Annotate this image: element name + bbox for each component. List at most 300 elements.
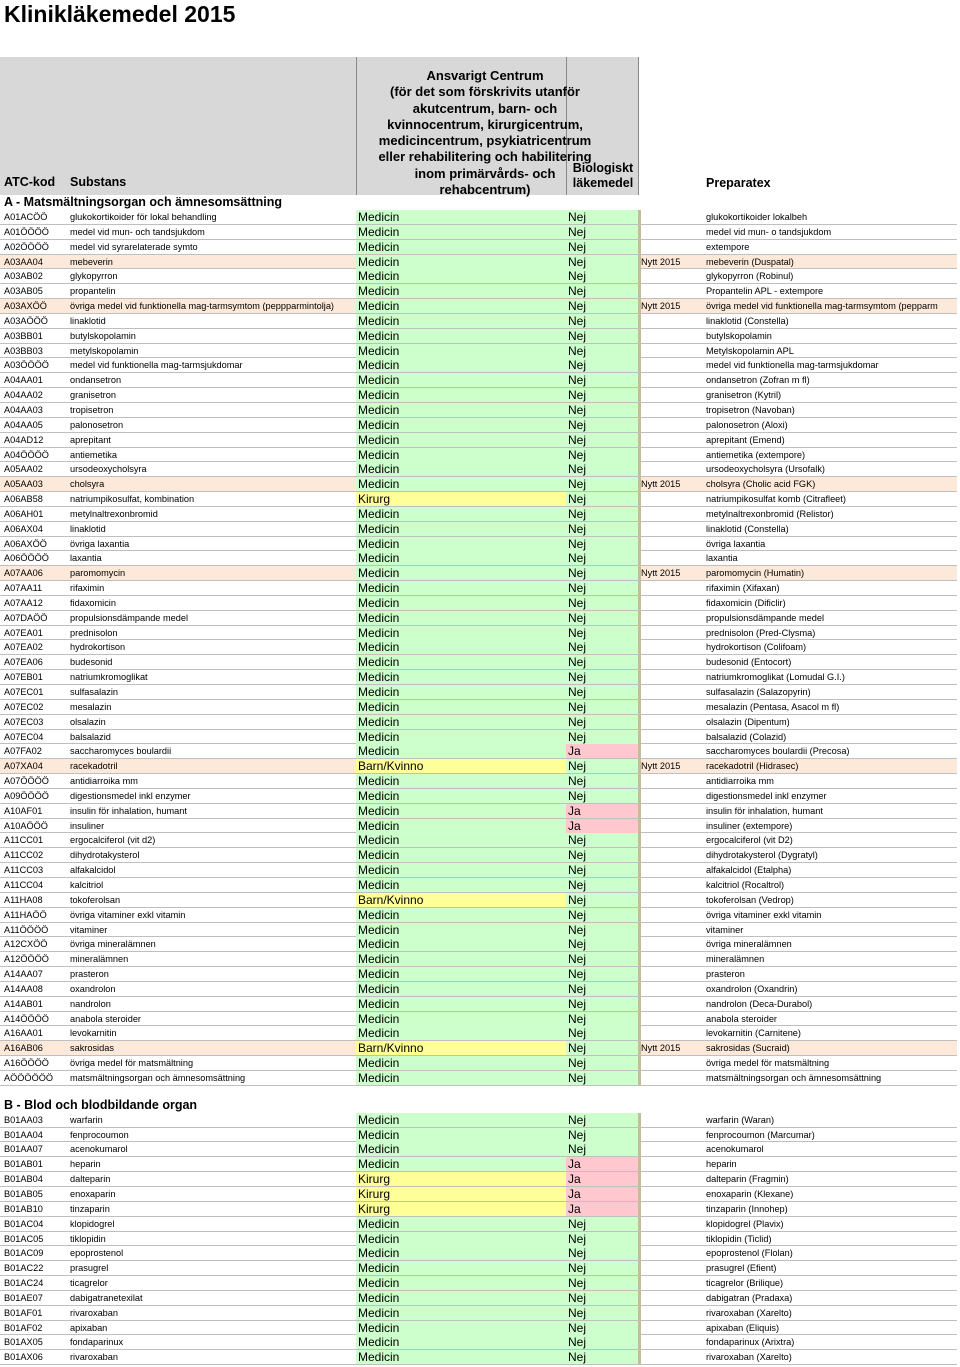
- biological-cell: Nej: [566, 893, 638, 907]
- biological-cell: Nej: [566, 269, 638, 283]
- atc-code-cell: B01AF01: [4, 1307, 43, 1318]
- table-row: [0, 952, 957, 967]
- preparation-cell: medel vid funktionella mag-tarmsjukdomar: [706, 360, 879, 371]
- substance-cell: sakrosidas: [70, 1043, 114, 1054]
- center-cell: Medicin: [356, 819, 566, 833]
- header-bio-line: läkemedel: [572, 176, 634, 190]
- atc-code-cell: B01AC04: [4, 1218, 44, 1229]
- atc-code-cell: B01AB01: [4, 1159, 43, 1170]
- biological-cell: Nej: [566, 596, 638, 610]
- preparation-cell: heparin: [706, 1159, 737, 1170]
- center-cell: Medicin: [356, 1306, 566, 1320]
- biological-cell: Nej: [566, 1306, 638, 1320]
- table-row: [0, 344, 957, 359]
- atc-code-cell: A07EC04: [4, 731, 44, 742]
- center-cell: Medicin: [356, 240, 566, 254]
- substance-cell: klopidogrel: [70, 1218, 115, 1229]
- atc-code-cell: B01AC09: [4, 1248, 44, 1259]
- substance-cell: saccharomyces boulardii: [70, 746, 172, 757]
- atc-code-cell: A14AA08: [4, 983, 43, 994]
- substance-cell: mebeverin: [70, 256, 113, 267]
- preparation-cell: antiemetika (extempore): [706, 449, 806, 460]
- substance-cell: antiemetika: [70, 449, 117, 460]
- table-row: [0, 997, 957, 1012]
- center-cell: Medicin: [356, 744, 566, 758]
- section-spacer: [0, 1086, 957, 1098]
- biological-cell: Nej: [566, 730, 638, 744]
- biological-cell: Nej: [566, 611, 638, 625]
- center-cell: Medicin: [356, 804, 566, 818]
- center-cell: Medicin: [356, 388, 566, 402]
- new-2015-cell: [641, 1217, 705, 1231]
- new-2015-cell: [641, 581, 705, 595]
- substance-cell: alfakalcidol: [70, 865, 116, 876]
- new-2015-cell: [641, 403, 705, 417]
- table-row: [0, 1128, 957, 1143]
- atc-code-cell: A07EC03: [4, 716, 44, 727]
- new-2015-cell: [641, 982, 705, 996]
- center-cell: Medicin: [356, 358, 566, 372]
- preparation-cell: övriga mineralämnen: [706, 939, 792, 950]
- new-2015-cell: [641, 1350, 705, 1364]
- new-2015-cell: [641, 1306, 705, 1320]
- atc-code-cell: B01AA07: [4, 1144, 43, 1155]
- center-cell: Medicin: [356, 1012, 566, 1026]
- preparation-cell: ticagrelor (Brilique): [706, 1278, 784, 1289]
- atc-code-cell: A03AA04: [4, 256, 43, 267]
- biological-cell: Nej: [566, 1012, 638, 1026]
- center-cell: Medicin: [356, 210, 566, 224]
- center-cell: Medicin: [356, 1056, 566, 1070]
- substance-cell: metylskopolamin: [70, 345, 139, 356]
- table-row: [0, 744, 957, 759]
- center-cell: Medicin: [356, 522, 566, 536]
- biological-cell: Nej: [566, 655, 638, 669]
- preparation-cell: fondaparinux (Arixtra): [706, 1337, 795, 1348]
- table-row: [0, 269, 957, 284]
- substance-cell: ergocalciferol (vit d2): [70, 835, 156, 846]
- new-2015-cell: [641, 1261, 705, 1275]
- center-cell: Medicin: [356, 329, 566, 343]
- preparation-cell: övriga medel för matsmältning: [706, 1058, 830, 1069]
- center-cell: Medicin: [356, 507, 566, 521]
- preparation-cell: tinzaparin (Innohep): [706, 1203, 788, 1214]
- substance-cell: anabola steroider: [70, 1013, 141, 1024]
- biological-cell: Nej: [566, 581, 638, 595]
- center-cell: Medicin: [356, 997, 566, 1011]
- substance-cell: levokarnitin: [70, 1028, 117, 1039]
- preparation-cell: fenprocoumon (Marcumar): [706, 1129, 815, 1140]
- preparation-cell: dihydrotakysterol (Dygratyl): [706, 850, 818, 861]
- substance-cell: linaklotid: [70, 315, 106, 326]
- substance-cell: acenokumarol: [70, 1144, 128, 1155]
- center-cell: Barn/Kvinno: [356, 1041, 566, 1055]
- biological-cell: Nej: [566, 700, 638, 714]
- preparation-cell: prasteron: [706, 969, 745, 980]
- center-cell: Medicin: [356, 937, 566, 951]
- biological-cell: Nej: [566, 640, 638, 654]
- biological-cell: Nej: [566, 863, 638, 877]
- table-row: [0, 833, 957, 848]
- header-center-line: medicincentrum, psykiatricentrum: [378, 133, 592, 149]
- table-row: [0, 1276, 957, 1291]
- new-2015-cell: [641, 863, 705, 877]
- header-center-line: rehabcentrum): [439, 182, 531, 198]
- table-row: [0, 923, 957, 938]
- atc-code-cell: A06AXÖÖ: [4, 538, 47, 549]
- substance-cell: tropisetron: [70, 404, 114, 415]
- table-row: [0, 507, 957, 522]
- center-cell: Medicin: [356, 715, 566, 729]
- new-2015-cell: [641, 670, 705, 684]
- new-2015-cell: [641, 344, 705, 358]
- table-row: [0, 1261, 957, 1276]
- biological-cell: Nej: [566, 566, 638, 580]
- new-2015-cell: [641, 967, 705, 981]
- preparation-cell: vitaminer: [706, 924, 744, 935]
- new-2015-cell: [641, 715, 705, 729]
- table-row: [0, 492, 957, 507]
- substance-cell: ursodeoxycholsyra: [70, 464, 147, 475]
- biological-cell: Nej: [566, 358, 638, 372]
- new-2015-cell: [641, 626, 705, 640]
- atc-code-cell: A03AXÖÖ: [4, 301, 47, 312]
- atc-code-cell: A12ÖÖÖÖ: [4, 954, 49, 965]
- preparation-cell: paromomycin (Humatin): [706, 568, 805, 579]
- center-cell: Medicin: [356, 908, 566, 922]
- new-2015-cell: [641, 284, 705, 298]
- center-cell: Medicin: [356, 314, 566, 328]
- atc-code-cell: A03ÖÖÖÖ: [4, 360, 49, 371]
- biological-cell: Nej: [566, 1026, 638, 1040]
- atc-code-cell: A09ÖÖÖÖ: [4, 790, 49, 801]
- biological-cell: Nej: [566, 448, 638, 462]
- table-row: [0, 403, 957, 418]
- biological-cell: Nej: [566, 715, 638, 729]
- biological-cell: Nej: [566, 833, 638, 847]
- center-cell: Medicin: [356, 477, 566, 491]
- preparation-cell: tiklopidin (Ticlid): [706, 1233, 772, 1244]
- preparation-cell: linaklotid (Constella): [706, 315, 789, 326]
- atc-code-cell: A16AB06: [4, 1043, 43, 1054]
- new-2015-cell: Nytt 2015: [641, 301, 681, 312]
- atc-code-cell: B01AX05: [4, 1337, 43, 1348]
- substance-cell: budesonid: [70, 657, 113, 668]
- substance-cell: antidiarroika mm: [70, 776, 138, 787]
- preparation-cell: mesalazin (Pentasa, Asacol m fl): [706, 701, 840, 712]
- center-cell: Medicin: [356, 1276, 566, 1290]
- preparation-cell: levokarnitin (Carnitene): [706, 1028, 801, 1039]
- header-atc: ATC-kod: [4, 175, 56, 189]
- table-row: [0, 373, 957, 388]
- preparation-cell: propulsionsdämpande medel: [706, 612, 824, 623]
- preparation-cell: glukokortikoider lokalbeh: [706, 212, 808, 222]
- table-row: [0, 640, 957, 655]
- substance-cell: warfarin: [70, 1114, 103, 1125]
- new-2015-cell: [641, 1157, 705, 1171]
- preparation-cell: insuliner (extempore): [706, 820, 793, 831]
- new-2015-cell: [641, 1012, 705, 1026]
- center-cell: Medicin: [356, 878, 566, 892]
- table-row: [0, 358, 957, 373]
- biological-cell: Nej: [566, 388, 638, 402]
- preparation-cell: mineralämnen: [706, 954, 765, 965]
- section-heading: B - Blod och blodbildande organ: [4, 1097, 198, 1112]
- biological-cell: Nej: [566, 373, 638, 387]
- atc-code-cell: B01AB04: [4, 1174, 43, 1185]
- new-2015-cell: [641, 878, 705, 892]
- table-row: [0, 299, 957, 314]
- table-row: [0, 433, 957, 448]
- preparation-cell: övriga vitaminer exkl vitamin: [706, 909, 822, 920]
- table-row: [0, 937, 957, 952]
- atc-code-cell: A06AH01: [4, 508, 44, 519]
- preparation-cell: rivaroxaban (Xarelto): [706, 1352, 792, 1363]
- substance-cell: epoprostenol: [70, 1248, 124, 1259]
- atc-code-cell: A07EB01: [4, 672, 43, 683]
- table-row: [0, 759, 957, 774]
- biological-cell: Nej: [566, 492, 638, 506]
- biological-cell: Nej: [566, 240, 638, 254]
- atc-code-cell: A03BB03: [4, 345, 43, 356]
- center-cell: Medicin: [356, 1350, 566, 1364]
- substance-cell: fondaparinux: [70, 1337, 124, 1348]
- table-row: [0, 1246, 957, 1261]
- table-row: [0, 329, 957, 344]
- new-2015-cell: [641, 329, 705, 343]
- table-row: [0, 210, 957, 225]
- preparation-cell: laxantia: [706, 553, 738, 564]
- new-2015-cell: Nytt 2015: [641, 761, 681, 772]
- new-2015-cell: [641, 1335, 705, 1349]
- page-title: Klinikläkemedel 2015: [4, 1, 236, 27]
- atc-code-cell: B01AB05: [4, 1189, 43, 1199]
- biological-cell: Nej: [566, 1041, 638, 1055]
- center-cell: Barn/Kvinno: [356, 759, 566, 773]
- center-cell: Medicin: [356, 670, 566, 684]
- table-row: [0, 1217, 957, 1232]
- atc-code-cell: A07AA12: [4, 597, 43, 608]
- table-row: [0, 314, 957, 329]
- preparation-cell: medel vid mun- o tandsjukdom: [706, 226, 832, 237]
- center-cell: Medicin: [356, 923, 566, 937]
- center-cell: Medicin: [356, 1157, 566, 1171]
- preparation-cell: aprepitant (Emend): [706, 434, 785, 445]
- atc-code-cell: A06AB58: [4, 494, 43, 505]
- substance-cell: dihydrotakysterol: [70, 850, 140, 861]
- atc-code-cell: B01AC24: [4, 1278, 44, 1289]
- new-2015-cell: [641, 1187, 705, 1201]
- biological-cell: Nej: [566, 1246, 638, 1260]
- preparation-cell: Metylskopolamin APL: [706, 345, 794, 356]
- center-cell: Medicin: [356, 299, 566, 313]
- atc-code-cell: A07EA06: [4, 657, 43, 668]
- atc-code-cell: A16ÖÖÖÖ: [4, 1058, 49, 1069]
- biological-cell: Nej: [566, 522, 638, 536]
- atc-code-cell: A11CC03: [4, 865, 44, 876]
- table-row: [0, 967, 957, 982]
- center-cell: Medicin: [356, 1246, 566, 1260]
- table-row: [0, 863, 957, 878]
- atc-code-cell: A06AX04: [4, 523, 43, 534]
- atc-code-cell: A16AA01: [4, 1028, 43, 1039]
- preparation-cell: matsmältningsorgan och ämnesomsättning: [706, 1072, 882, 1083]
- atc-code-cell: A11CC04: [4, 879, 44, 890]
- substance-cell: heparin: [70, 1159, 101, 1170]
- preparation-cell: ursodeoxycholsyra (Ursofalk): [706, 464, 825, 475]
- table-row: [0, 848, 957, 863]
- center-cell: Kirurg: [356, 1172, 566, 1186]
- header-bio-line: Biologiskt: [572, 161, 634, 175]
- new-2015-cell: [641, 1142, 705, 1156]
- biological-cell: Nej: [566, 1071, 638, 1085]
- preparation-cell: kalcitriol (Rocaltrol): [706, 879, 785, 890]
- substance-cell: rivaroxaban: [70, 1352, 119, 1363]
- substance-cell: paromomycin: [70, 568, 126, 579]
- preparation-cell: hydrokortison (Colifoam): [706, 642, 807, 653]
- atc-code-cell: A14AA07: [4, 969, 43, 980]
- center-cell: Medicin: [356, 700, 566, 714]
- substance-cell: kalcitriol: [70, 879, 104, 890]
- biological-cell: Nej: [566, 1232, 638, 1246]
- center-cell: Medicin: [356, 344, 566, 358]
- atc-code-cell: A11CC01: [4, 835, 44, 846]
- substance-cell: oxandrolon: [70, 983, 116, 994]
- table-row: [0, 700, 957, 715]
- table-row: [0, 1321, 957, 1336]
- table-row: [0, 789, 957, 804]
- substance-cell: natriumpikosulfat, kombination: [70, 494, 195, 505]
- atc-code-cell: A10AÖÖÖ: [4, 820, 48, 831]
- new-2015-cell: [641, 537, 705, 551]
- atc-code-cell: A07EA01: [4, 627, 43, 638]
- preparation-cell: ondansetron (Zofran m fl): [706, 375, 810, 386]
- biological-cell: Nej: [566, 908, 638, 922]
- substance-cell: tiklopidin: [70, 1233, 106, 1244]
- center-cell: Medicin: [356, 1321, 566, 1335]
- biological-cell: Nej: [566, 299, 638, 313]
- substance-cell: metylnaltrexonbromid: [70, 508, 158, 519]
- preparation-cell: tokoferolsan (Vedrop): [706, 894, 794, 905]
- preparation-cell: Propantelin APL - extempore: [706, 286, 824, 297]
- center-cell: Medicin: [356, 848, 566, 862]
- preparation-cell: anabola steroider: [706, 1013, 777, 1024]
- atc-code-cell: A03AB02: [4, 271, 43, 282]
- table-row: [0, 566, 957, 581]
- atc-code-cell: A07EA02: [4, 642, 43, 653]
- substance-cell: medel vid syrarelaterade symto: [70, 241, 198, 252]
- center-cell: Medicin: [356, 433, 566, 447]
- atc-code-cell: A11HAÖÖ: [4, 909, 47, 920]
- table-row: [0, 804, 957, 819]
- new-2015-cell: [641, 269, 705, 283]
- new-2015-cell: [641, 937, 705, 951]
- atc-code-cell: A07EC01: [4, 687, 44, 697]
- biological-cell: Nej: [566, 507, 638, 521]
- table-row: [0, 1202, 957, 1217]
- preparation-cell: prednisolon (Pred-Clysma): [706, 627, 816, 638]
- new-2015-cell: [641, 848, 705, 862]
- substance-cell: glykopyrron: [70, 271, 118, 282]
- biological-cell: Nej: [566, 774, 638, 788]
- substance-cell: laxantia: [70, 553, 102, 564]
- substance-cell: prasugrel: [70, 1263, 109, 1274]
- table-row: [0, 596, 957, 611]
- table-row: [0, 240, 957, 255]
- center-cell: Barn/Kvinno: [356, 893, 566, 907]
- atc-code-cell: A02ÖÖÖÖ: [4, 241, 49, 252]
- substance-cell: övriga medel vid funktionella mag-tarmsymtom (peppparmintolja): [70, 301, 334, 312]
- preparation-cell: acenokumarol: [706, 1144, 764, 1155]
- atc-code-cell: A04AA01: [4, 375, 43, 386]
- new-2015-cell: [641, 1071, 705, 1085]
- atc-code-cell: A05AA03: [4, 479, 43, 490]
- preparation-cell: enoxaparin (Klexane): [706, 1189, 794, 1199]
- new-2015-cell: [641, 551, 705, 565]
- new-2015-cell: [641, 388, 705, 402]
- center-cell: Medicin: [356, 952, 566, 966]
- preparation-cell: palonosetron (Aloxi): [706, 419, 788, 430]
- preparation-cell: epoprostenol (Flolan): [706, 1248, 793, 1259]
- substance-cell: ondansetron: [70, 375, 122, 386]
- new-2015-cell: [641, 596, 705, 610]
- biological-cell: Ja: [566, 1157, 638, 1171]
- preparation-cell: fidaxomicin (Dificlir): [706, 597, 786, 608]
- new-2015-cell: [641, 700, 705, 714]
- preparation-cell: dabigatran (Pradaxa): [706, 1292, 793, 1303]
- new-2015-cell: [641, 1276, 705, 1290]
- substance-cell: prasteron: [70, 969, 109, 980]
- table-row: [0, 1172, 957, 1187]
- table-row: [0, 626, 957, 641]
- new-2015-cell: [641, 730, 705, 744]
- table-row: [0, 1113, 957, 1128]
- preparation-cell: metylnaltrexonbromid (Relistor): [706, 508, 834, 519]
- center-cell: Medicin: [356, 462, 566, 476]
- atc-code-cell: A07FA02: [4, 746, 42, 757]
- substance-cell: natriumkromoglikat: [70, 672, 148, 683]
- substance-cell: övriga laxantia: [70, 538, 130, 549]
- new-2015-cell: Nytt 2015: [641, 479, 681, 490]
- new-2015-cell: [641, 952, 705, 966]
- atc-code-cell: A10AF01: [4, 805, 43, 816]
- center-cell: Medicin: [356, 255, 566, 269]
- center-cell: Medicin: [356, 982, 566, 996]
- table-row: [0, 1232, 957, 1247]
- header-center-line: inom primärvårds- och: [414, 165, 556, 181]
- biological-cell: Nej: [566, 1291, 638, 1305]
- new-2015-cell: [641, 1202, 705, 1216]
- center-cell: Medicin: [356, 685, 566, 699]
- biological-cell: Nej: [566, 967, 638, 981]
- atc-code-cell: B01AA03: [4, 1114, 43, 1125]
- substance-cell: palonosetron: [70, 419, 124, 430]
- center-cell: Medicin: [356, 774, 566, 788]
- center-cell: Medicin: [356, 1142, 566, 1156]
- substance-cell: aprepitant: [70, 434, 111, 445]
- preparation-cell: balsalazid (Colazid): [706, 731, 787, 742]
- atc-code-cell: B01AB10: [4, 1203, 43, 1214]
- table-row: [0, 774, 957, 789]
- biological-cell: Ja: [566, 819, 638, 833]
- atc-code-cell: A04AA03: [4, 404, 43, 415]
- preparation-cell: olsalazin (Dipentum): [706, 716, 790, 727]
- substance-cell: olsalazin: [70, 716, 106, 727]
- center-cell: Medicin: [356, 655, 566, 669]
- header-center-line: (för det som förskrivits utanför: [390, 84, 580, 100]
- substance-cell: propulsionsdämpande medel: [70, 612, 188, 623]
- biological-cell: Ja: [566, 744, 638, 758]
